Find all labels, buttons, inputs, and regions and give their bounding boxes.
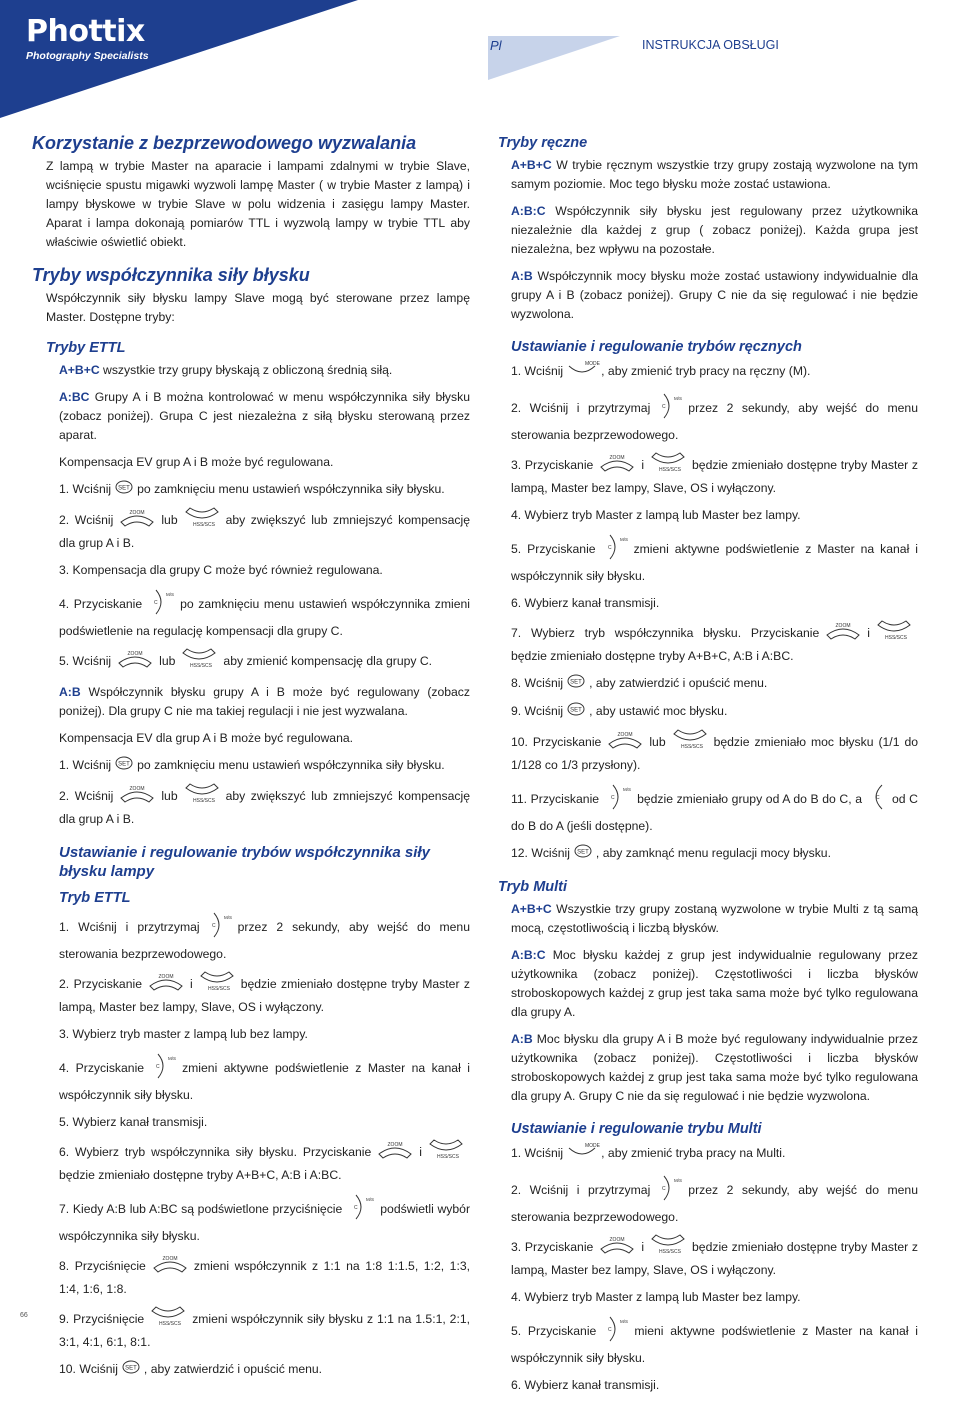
svg-text:C: C [154,600,158,606]
text-mu-ab: Moc błysku dla grupy A i B może być regulowany indywidualnie przez użytkownika (zobacz poniżej). Częstotliwości i liczba błysków stroboskopowych każdej z grup jest taka sama może być tylko regulowana dla grupy A. Grupy C nie da się regulować i nie będzie wyzwolona. [511,1032,918,1103]
svg-text:C: C [211,923,216,929]
u9-a: 9. Przyciśnięcie [59,1312,145,1327]
s5-c: aby zmienić kompensację dla grupy C. [223,654,433,669]
side-button-icon [148,1052,178,1086]
comp-note-2: Kompensacja EV dla grup A i B może być regulowana. [59,731,354,745]
svg-text:ZOOM: ZOOM [129,510,145,516]
step-r3 [511,453,918,498]
svg-text:HSS/SCS: HSS/SCS [192,798,215,804]
side-button-icon [866,783,888,817]
mode-button-icon [567,360,601,384]
s2-a: 2. Wciśnij [59,513,114,528]
label-mu-abbc: A:B:C [511,948,546,962]
svg-text:M/S: M/S [619,537,628,542]
multi-abbc [511,946,918,1022]
r10-a: 10. Przyciskanie [511,735,602,750]
u1-a: 1. Wciśnij i przytrzymaj [59,920,200,935]
u2-b: i [189,977,193,992]
section-title-wireless: Korzystanie z bezprzewodowego wyzwalania [32,133,417,153]
svg-text:HSS/SCS: HSS/SCS [190,663,213,669]
u4-b: zmieni aktywne podświetlenie z Master na kanał i współczynnik siły błysku. [59,1061,470,1102]
step-q1 [511,1142,918,1166]
step-t2 [59,784,470,829]
multi-mode-title: Tryb Multi [498,879,568,895]
svg-text:ZOOM: ZOOM [162,1256,178,1262]
u8-b: zmieni współczynnik z 1:1 na 1:8 1:1.5, 1:2, 1:3, 1:4, 1:6, 1:8. [59,1259,470,1296]
manual-ab [511,267,918,324]
page-header [0,0,954,120]
svg-text:HSS/SCS: HSS/SCS [207,986,230,992]
set-button-icon [115,756,133,776]
step-q6: 6. Wybierz kanał transmisji. [511,1378,660,1392]
svg-text:M/S: M/S [674,396,683,401]
q5-b: mieni aktywne podświetlenie z Master na kanał i współczynnik siły błysku. [511,1324,918,1365]
hss-button-icon [148,1307,188,1333]
q3-c: będzie zmieniało dostępne tryby Master z lampą, Master bez lampy, Slave, OS i wyłączony. [511,1240,918,1277]
t2-b: lub [161,789,178,804]
u7-a: 7. Kiedy A:B lub A:BC są podświetlone przyciśnięcie [59,1202,343,1217]
svg-text:ZOOM: ZOOM [158,974,174,980]
t2-c: aby zwiększyć lub zmniejszyć kompensację dla grup A i B. [59,789,470,826]
hss-button-icon [670,730,710,756]
section-title-ratio: Tryby współczynnika siły błysku [32,265,310,285]
svg-text:HSS/SCS: HSS/SCS [885,635,907,641]
step-r7 [511,621,918,666]
r11-b: będzie zmieniało grupy od A do B do C, a [637,792,863,807]
svg-text:ZOOM: ZOOM [609,455,625,461]
manual-abc [511,156,918,194]
step-u2 [59,972,470,1017]
ettl-modes-title: Tryby ETTL [46,340,126,356]
ettl-setup-title: Tryb ETTL [59,890,131,906]
step-r2 [511,392,918,445]
ratio-intro: Współczynnik siły błysku lampy Slave mogą być sterowane przez lampę Master. Dostępne tryby: [46,291,470,324]
multi-abc [511,900,918,938]
svg-text:C: C [662,404,666,410]
r1-a: 1. Wciśnij [511,364,564,379]
svg-text:C: C [607,545,612,551]
q3-b: i [641,1240,645,1255]
svg-text:MODE: MODE [585,361,601,367]
svg-text:M/S: M/S [223,915,232,920]
svg-text:SET: SET [118,485,130,492]
svg-text:HSS/SCS: HSS/SCS [192,522,215,528]
step-r4: 4. Wybierz tryb Master z lampą lub Master bez lampy. [511,508,801,522]
u7-b: podświetli wybór współczynnika siły błysku. [59,1202,470,1243]
t1-a: 1. Wciśnij [59,758,112,773]
side-button-icon [654,1174,684,1208]
step-s2 [59,508,470,553]
r2-b: przez 2 sekundy, aby wejść do menu sterowania bezprzewodowego. [511,401,918,442]
side-button-icon [146,588,176,622]
label-abc: A+B+C [59,363,100,377]
step-s5 [59,649,470,675]
label-mu-abc: A+B+C [511,902,552,916]
q2-a: 2. Wciśnij i przytrzymaj [511,1183,651,1198]
svg-text:M/S: M/S [674,1178,683,1183]
label-m-abbc: A:B:C [511,204,546,218]
step-r8 [511,674,918,694]
step-q3 [511,1235,918,1280]
svg-text:ZOOM: ZOOM [387,1142,403,1148]
svg-text:C: C [876,795,880,801]
t2-a: 2. Wciśnij [59,789,114,804]
set-button-icon [122,1360,140,1380]
r10-b: lub [649,735,666,750]
side-button-icon [603,783,633,817]
zoom-button-icon [146,972,186,998]
s4-a: 4. Przyciskanie [59,597,143,612]
r11-a: 11. Przyciskanie [511,792,600,807]
svg-text:MODE: MODE [585,1143,601,1149]
r7-c: będzie zmieniało dostępne tryby A+B+C, A:B i A:BC. [511,649,794,663]
svg-text:C: C [611,795,615,801]
svg-text:M/S: M/S [168,1056,177,1061]
u10-b: , aby zatwierdzić i opuścić menu. [143,1362,323,1377]
text-abc: wszystkie trzy grupy błyskają z obliczoną średnią siłą. [103,363,393,377]
step-s4 [59,588,470,641]
q3-a: 3. Przyciskanie [511,1240,594,1255]
ettl-ab [59,683,470,721]
r8-b: , aby zatwierdzić i opuścić menu. [589,676,768,691]
ettl-abc [59,361,470,380]
side-button-icon [600,533,630,567]
hss-button-icon [182,784,222,810]
step-u7 [59,1193,470,1246]
zoom-button-icon [115,649,155,675]
text-ab: Współczynnik błysku grupy A i B może być regulowany (zobacz poniżej). Dla grupy C nie ma takiej regulacji i nie jest wyzwalana. [59,685,470,718]
brand-logo: Phottix [26,14,145,49]
svg-text:M/S: M/S [620,1319,629,1324]
label-mu-ab: A:B [511,1032,533,1046]
page-number: 66 [20,1312,28,1319]
svg-text:C: C [662,1186,666,1192]
step-q4: 4. Wybierz tryb Master z lampą lub Master bez lampy. [511,1290,801,1304]
step-q2 [511,1174,918,1227]
step-r10 [511,730,918,775]
side-button-icon [654,392,684,426]
u2-c: będzie zmieniało dostępne tryby Master z lampą, Master bez lampy, Slave, OS i wyłączony. [59,977,470,1014]
r11-c: od C do B do A (jeśli dostępne). [511,792,918,833]
label-m-abc: A+B+C [511,158,552,172]
step-s3: 3. Kompensacja dla grupy C może być również regulowana. [59,563,383,577]
r9-b: , aby ustawić moc błysku. [589,704,728,719]
s5-a: 5. Wciśnij [59,654,112,669]
u6-a: 6. Wybierz tryb współczynnika siły błysku. Przyciskanie [59,1145,372,1160]
zoom-button-icon [597,1235,637,1261]
multi-setup-title: Ustawianie i regulowanie trybu Multi [511,1121,762,1137]
wireless-intro: Z lampą w trybie Master na aparacie i lampami zdalnymi w trybie Slave, wciśnięcie spustu migawki wyzwoli lampę Master ( w trybie Master z lampą) i lampy błyskowe w trybie Slave w polu widzenia i zasięgu lampy Master. Aparat i lampa dokonają pomiarów TTL i wyzwolą lampy w trybie TTL aby właściwie oświetlić obiekt. [46,159,470,249]
r3-a: 3. Przyciskanie [511,458,594,473]
side-button-icon [204,911,234,945]
step-t1 [59,756,470,776]
r12-b: , aby zamknąć menu regulacji mocy błysku. [595,846,831,861]
zoom-button-icon [597,453,637,479]
ettl-abbc [59,388,470,445]
text-mu-abc: Wszystkie trzy grupy zostaną wyzwolone w trybie Multi z tą samą mocą, częstotliwością i liczbą błysków. [511,902,919,935]
svg-text:M/S: M/S [366,1197,375,1202]
r5-b: zmieni aktywne podświetlenie z Master na kanał i współczynnik siły błysku. [511,542,918,583]
comp-note-1: Kompensacja EV grup A i B może być regulowana. [59,455,334,469]
svg-text:HSS/SCS: HSS/SCS [437,1154,459,1160]
svg-text:SET: SET [125,1365,137,1372]
svg-text:SET: SET [570,679,582,686]
svg-text:HSS/SCS: HSS/SCS [659,467,682,473]
svg-text:SET: SET [118,761,130,768]
r7-b: i [867,626,870,641]
r1-b: , aby zmienić tryb pracy na ręczny (M). [601,364,811,379]
s2-b: lub [161,513,178,528]
step-u10 [59,1360,470,1380]
svg-text:M/S: M/S [166,592,175,597]
s4-b: po zamknięciu menu ustawień współczynnika zmieni podświetlenie na regulację kompensacji dla grupy C. [59,597,470,638]
hss-button-icon [426,1140,466,1166]
step-r9 [511,702,918,722]
step-r6: 6. Wybierz kanał transmisji. [511,596,660,610]
q5-a: 5. Przyciskanie [511,1324,597,1339]
hss-button-icon [648,453,688,479]
svg-text:M/S: M/S [623,787,632,792]
u6-c: będzie zmieniało dostępne tryby A+B+C, A:B i A:BC. [59,1168,342,1182]
set-button-icon [567,702,585,722]
svg-text:ZOOM: ZOOM [127,651,143,657]
s2-c: aby zwiększyć lub zmniejszyć kompensację dla grup A i B. [59,513,470,550]
text-m-abc: W trybie ręcznym wszystkie trzy grupy zostają wyzwolone na tym samym poziomie. Moc tego błysku może zostać ustawiona. [511,158,918,191]
manual-label: INSTRUKCJA OBSŁUGI [642,38,779,52]
text-m-ab: Współczynnik mocy błysku może zostać ustawiony indywidualnie dla grupy A i B (zobacz poniżej). Grupy C nie da się regulować i nie będzie wyzwolona. [511,269,918,321]
manual-setup-title: Ustawianie i regulowanie trybów ręcznych [511,339,802,355]
side-button-icon [600,1315,630,1349]
hss-button-icon [648,1235,688,1261]
svg-text:HSS/SCS: HSS/SCS [159,1321,182,1327]
section-title-ratio-setup: Ustawianie i regulowanie trybów współczynnika siły błysku lampy [59,844,430,880]
mode-button-icon [567,1142,601,1166]
r3-b: i [641,458,645,473]
side-button-icon [346,1193,376,1227]
step-r5 [511,533,918,586]
u4-a: 4. Przyciskanie [59,1061,145,1076]
label-ab: A:B [59,685,81,699]
step-r12 [511,844,918,864]
s1-b: po zamknięciu menu ustawień współczynnika siły błysku. [137,482,445,497]
u8-a: 8. Przyciśnięcie [59,1259,146,1274]
svg-text:HSS/SCS: HSS/SCS [659,1249,682,1255]
step-u3: 3. Wybierz tryb master z lampą lub bez lampy. [59,1027,308,1041]
svg-text:SET: SET [577,849,589,856]
hss-button-icon [182,508,222,534]
t1-b: po zamknięciu menu ustawień współczynnika siły błysku. [137,758,445,773]
zoom-button-icon [823,621,863,647]
step-r11 [511,783,918,836]
manual-modes-title: Tryby ręczne [498,135,588,151]
brand-tagline: Photography Specialists [26,50,149,62]
language-code: Pl [490,38,502,53]
r3-c: będzie zmieniało dostępne tryby Master z lampą, Master bez lampy, Slave, OS i wyłączony. [511,458,918,495]
svg-text:ZOOM: ZOOM [617,732,633,738]
u1-b: przez 2 sekundy, aby wejść do menu sterowania bezprzewodowego. [59,920,470,961]
multi-ab [511,1030,918,1106]
s5-b: lub [159,654,176,669]
left-column [32,134,470,1388]
svg-text:ZOOM: ZOOM [609,1237,625,1243]
text-m-abbc: Współczynnik siły błysku jest regulowany przez użytkownika niezależnie dla każdej z grup ( zobacz poniżej). Każda grupa jest niezależna, bez wpływu na pozostałe. [511,204,918,256]
q1-b: , aby zmienić tryba pracy na Multi. [601,1146,786,1161]
r7-a: 7. Wybierz tryb współczynnika błysku. Przyciskanie [511,626,820,641]
r2-a: 2. Wciśnij i przytrzymaj [511,401,651,416]
zoom-button-icon [605,730,645,756]
r8-a: 8. Wciśnij [511,676,564,691]
r9-a: 9. Wciśnij [511,704,564,719]
u9-b: zmieni współczynnik siły błysku z 1:1 na 1.5:1, 2:1, 3:1, 4:1, 6:1, 8:1. [59,1312,470,1349]
step-u8 [59,1254,470,1299]
svg-text:HSS/SCS: HSS/SCS [680,744,703,750]
svg-text:ZOOM: ZOOM [129,786,145,792]
hss-button-icon [179,649,219,675]
zoom-button-icon [117,508,157,534]
r12-a: 12. Wciśnij [511,846,570,861]
zoom-button-icon [117,784,157,810]
step-s1 [59,480,470,500]
step-u4 [59,1052,470,1105]
manual-abbc [511,202,918,259]
step-u5: 5. Wybierz kanał transmisji. [59,1115,208,1129]
step-q5 [511,1315,918,1368]
s1-a: 1. Wciśnij [59,482,112,497]
set-button-icon [574,844,592,864]
set-button-icon [115,480,133,500]
u2-a: 2. Przyciskanie [59,977,142,992]
text-abbc: Grupy A i B można kontrolować w menu współczynnika siły błysku (zobacz poniżej). Grupa C jest niezależna z siłą błysku sterowaną przez aparat. [59,390,470,442]
hss-button-icon [874,621,914,647]
text-mu-abbc: Moc błysku każdej z grup jest indywidualnie regulowany przez użytkownika (zobacz poniżej). Częstotliwości i liczba błysków stroboskopowych każdej z grup jest taka sama może być tylko regulowana dla grupy A. [511,948,918,1019]
right-column [498,134,918,1403]
svg-text:ZOOM: ZOOM [835,623,851,629]
q2-b: przez 2 sekundy, aby wejść do menu sterowania bezprzewodowego. [511,1183,918,1224]
svg-text:C: C [354,1205,358,1211]
svg-text:C: C [608,1327,612,1333]
zoom-button-icon [375,1140,415,1166]
zoom-button-icon [150,1254,190,1280]
u6-b: i [419,1145,422,1160]
q1-a: 1. Wciśnij [511,1146,564,1161]
hss-button-icon [197,972,237,998]
step-u9 [59,1307,470,1352]
svg-text:C: C [156,1064,160,1070]
u10-a: 10. Wciśnij [59,1362,118,1377]
set-button-icon [567,674,585,694]
label-abbc: A:BC [59,390,90,404]
r5-a: 5. Przyciskanie [511,542,596,557]
step-r1 [511,360,918,384]
step-u6 [59,1140,470,1185]
r10-c: będzie zmieniało moc błysku (1/1 do 1/128 co 1/3 przysłony). [511,735,919,772]
step-u1 [59,911,470,964]
svg-text:SET: SET [570,707,582,714]
label-m-ab: A:B [511,269,533,283]
